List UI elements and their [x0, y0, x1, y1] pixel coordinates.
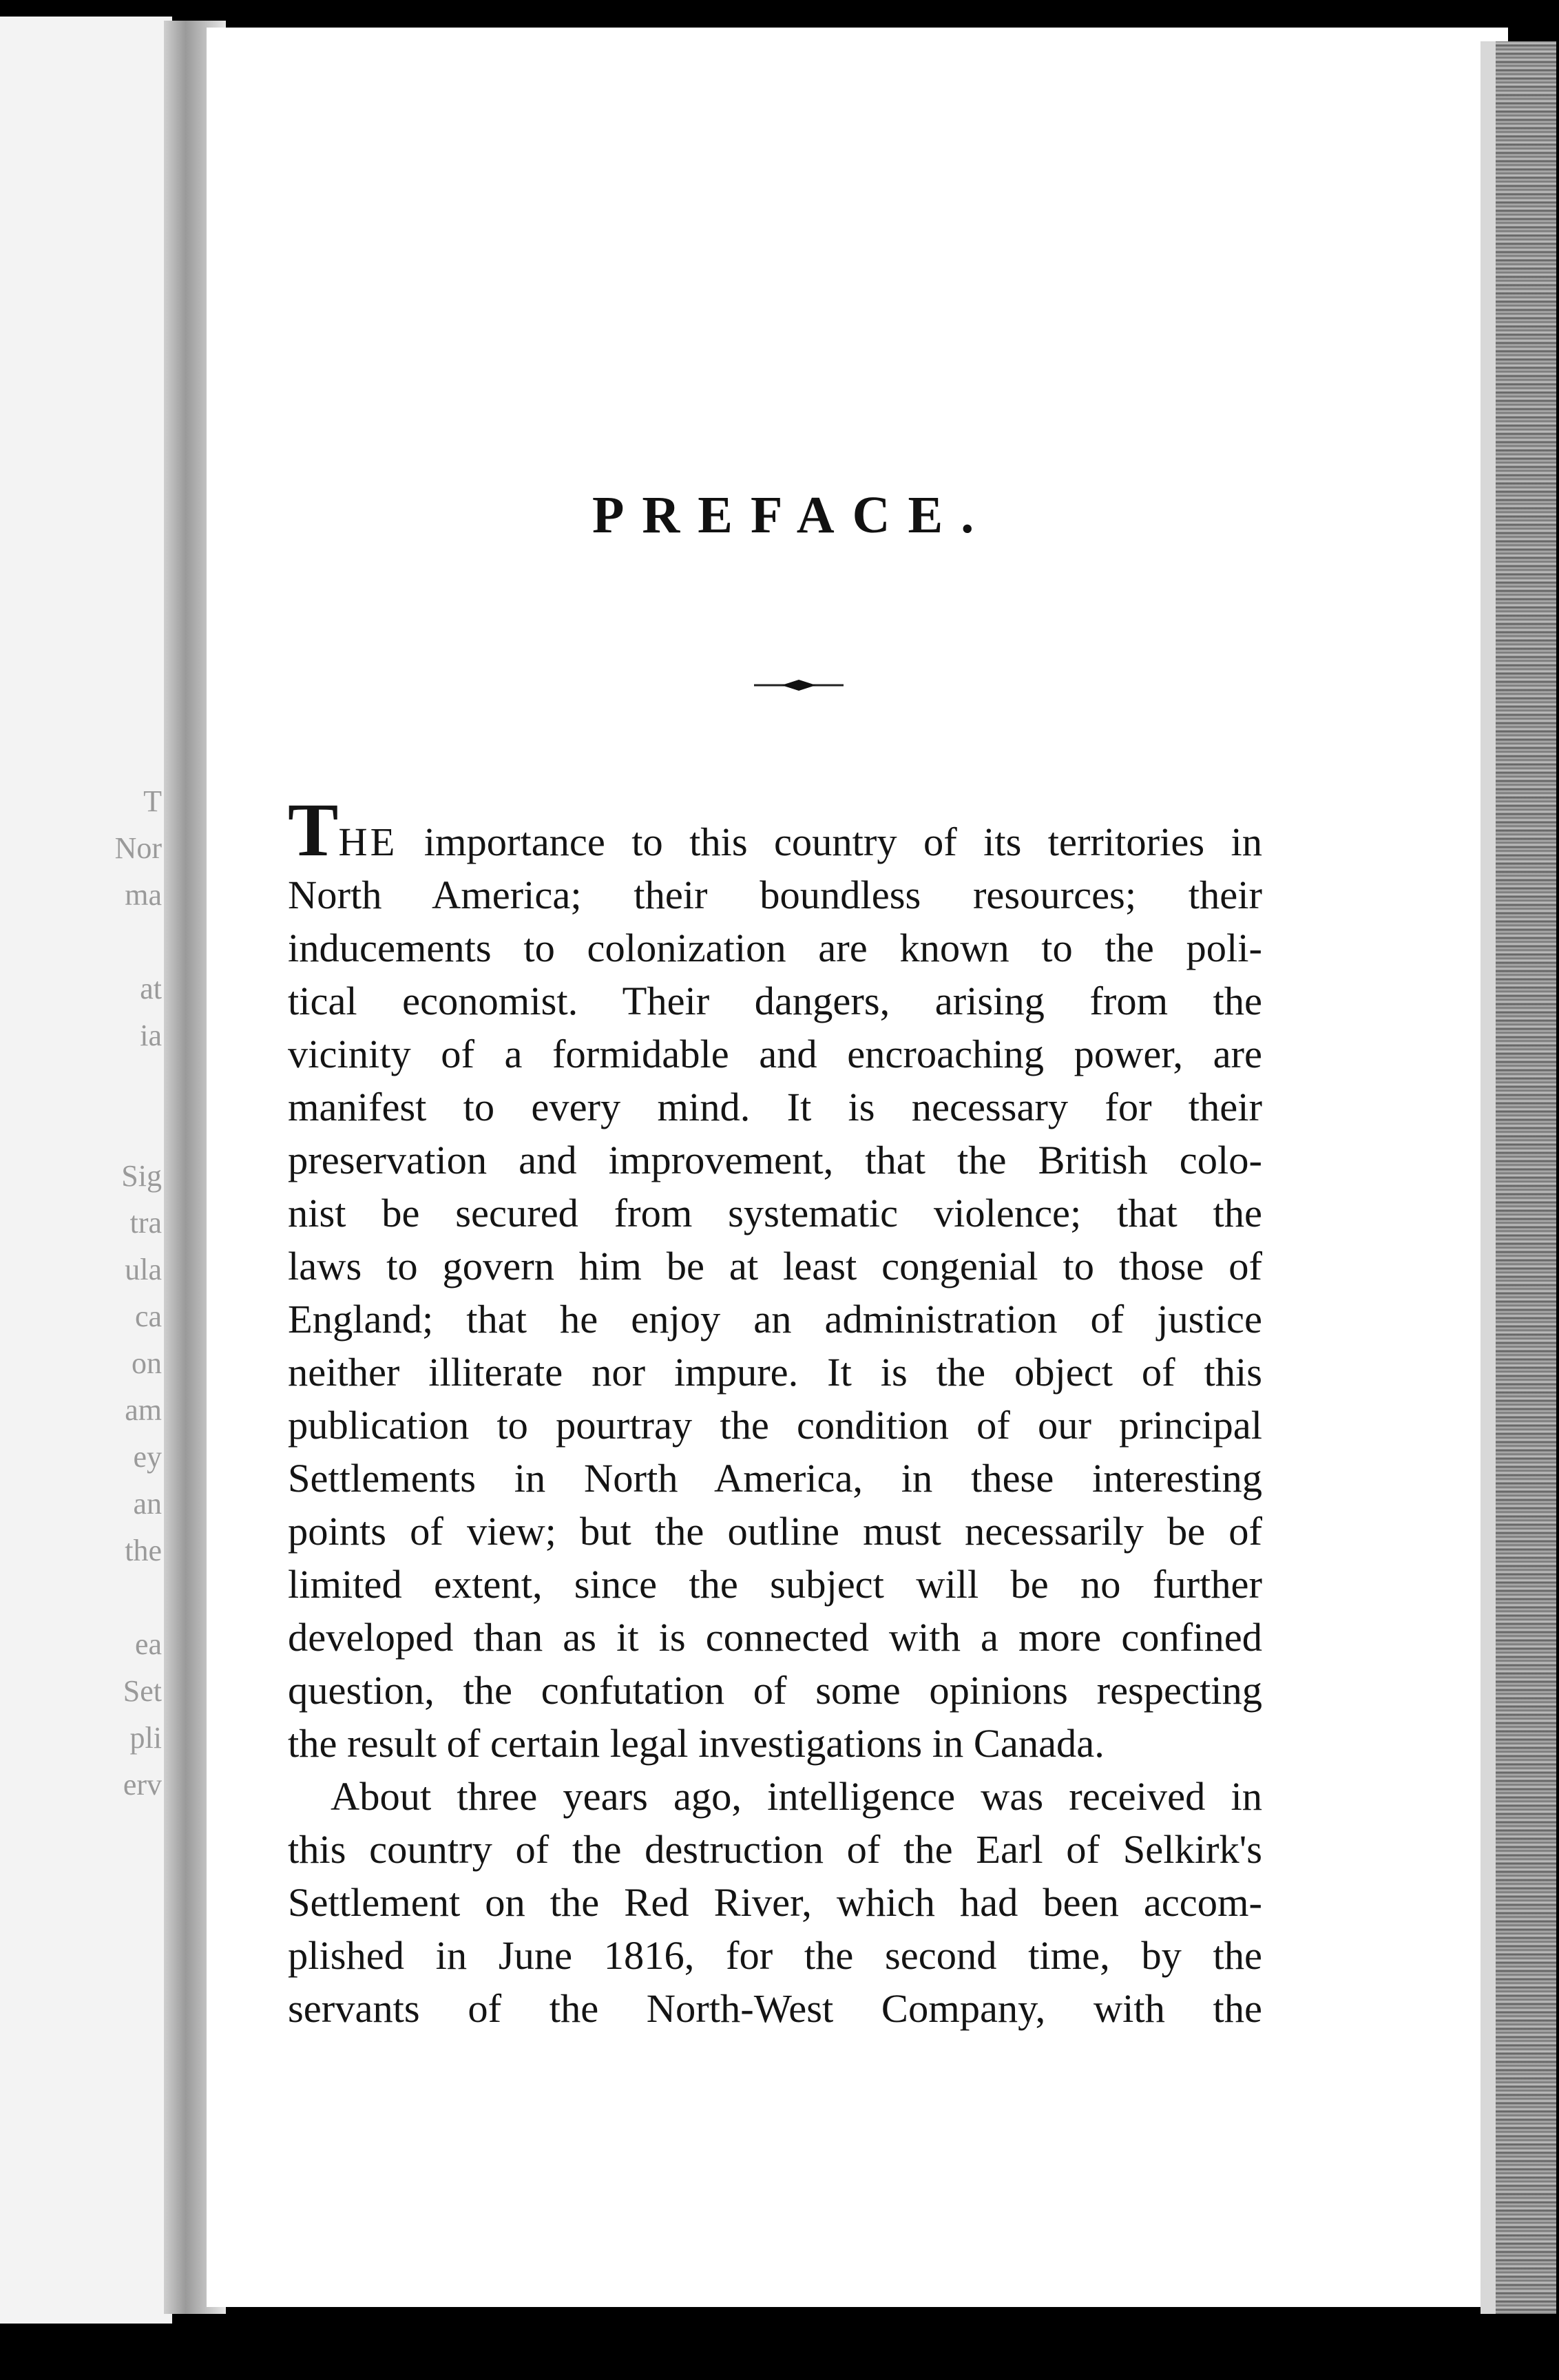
- drop-cap: T: [288, 788, 339, 872]
- text-line: limited extent, since the subject will be no further: [288, 1562, 1262, 1607]
- fragment: at: [140, 972, 162, 1005]
- fragment: ia: [140, 1019, 162, 1052]
- text-line: question, the confutation of some opinions respecting: [288, 1668, 1262, 1713]
- fragment: [0, 1574, 169, 1621]
- fragment: the: [125, 1534, 162, 1567]
- text-line: England; that he enjoy an administration of justice: [288, 1297, 1262, 1342]
- text-line: vicinity of a formidable and encroaching power, are: [288, 1032, 1262, 1076]
- page-title: PREFACE.: [592, 486, 992, 544]
- text-line: this country of the destruction of the Earl of Selkirk's: [288, 1827, 1262, 1872]
- paragraph: [288, 788, 1262, 1770]
- fragment: tra: [129, 1206, 162, 1240]
- fragment: ma: [125, 878, 162, 912]
- fragment: Sig: [121, 1159, 162, 1193]
- text-line: nist be secured from systematic violence; that the: [288, 1191, 1262, 1235]
- fragment: [0, 1059, 169, 1106]
- text-line: points of view; but the outline must necessarily be of: [288, 1509, 1262, 1554]
- text-line: neither illiterate nor impure. It is the object of this: [288, 1350, 1262, 1395]
- text-line: laws to govern him be at least congenial to those of: [288, 1244, 1262, 1288]
- line-text: About three years ago, intelligence was received in: [331, 1774, 1262, 1819]
- facing-page-fragments: [0, 778, 169, 2087]
- text-line: preservation and improvement, that the British colo-: [288, 1138, 1262, 1182]
- text-line: plished in June 1816, for the second time, by the: [288, 1933, 1262, 1978]
- fragment: an: [133, 1487, 162, 1521]
- fragment: ula: [125, 1253, 162, 1286]
- fragment: erv: [123, 1768, 162, 1802]
- page-edge-inner: [1480, 41, 1496, 2314]
- fragment: [0, 1106, 169, 1153]
- text-line: publication to pourtray the condition of our principal: [288, 1403, 1262, 1448]
- fragment: ea: [134, 1627, 162, 1661]
- fragment: ca: [134, 1299, 162, 1333]
- line-text: importance to this country of its territories in: [397, 820, 1262, 864]
- first-word-rest: HE: [338, 820, 398, 864]
- fragment: on: [132, 1346, 162, 1380]
- fragment: ey: [133, 1440, 162, 1474]
- fragment: am: [125, 1393, 162, 1427]
- text-line: Settlements in North America, in these interesting: [288, 1456, 1262, 1501]
- fragment: pli: [129, 1721, 162, 1755]
- text-line: [288, 1770, 1262, 1823]
- text-line: developed than as it is connected with a more confined: [288, 1615, 1262, 1660]
- text-line: tical economist. Their dangers, arising from the: [288, 979, 1262, 1023]
- text-line: manifest to every mind. It is necessary for their: [288, 1085, 1262, 1129]
- ornament-rule-icon: [754, 675, 844, 696]
- text-line: servants of the North-West Company, with the: [288, 1986, 1262, 2031]
- fragment: Nor: [114, 831, 162, 865]
- fragment: Set: [123, 1674, 162, 1708]
- paragraph: [288, 1770, 1262, 2035]
- fragment: T: [143, 784, 162, 818]
- text-line: North America; their boundless resources; their: [288, 873, 1262, 917]
- text-line: [288, 788, 1262, 872]
- body-text: [288, 788, 1262, 2035]
- text-line: the result of certain legal investigations in Canada.: [288, 1721, 1105, 1766]
- fragment: [0, 919, 169, 965]
- text-line: Settlement on the Red River, which had been accom-: [288, 1880, 1262, 1925]
- text-line: inducements to colonization are known to the poli-: [288, 926, 1262, 970]
